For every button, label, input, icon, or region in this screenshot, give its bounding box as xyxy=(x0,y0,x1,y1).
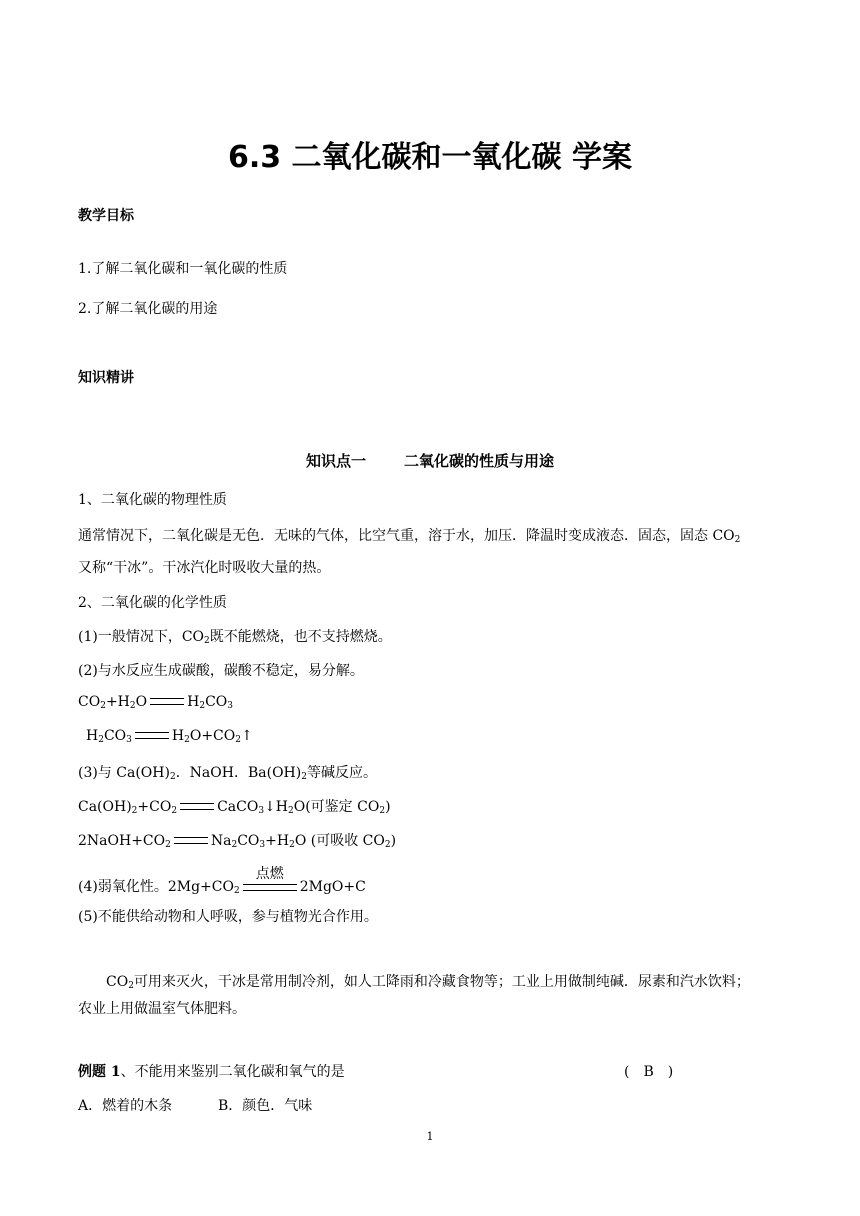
uses-line-2: 农业上用做温室气体肥料。 xyxy=(78,1001,246,1017)
chemical-p3: (3)与 $Ca(OH)_2$．NaOH．$Ba(OH)_2$等碱反应。 xyxy=(78,765,377,782)
equals-sign xyxy=(150,698,184,705)
physical-line-1: 通常情况下，二氧化碳是无色．无味的气体，比空气重，溶于水，加压．降温时变成液态．固态，固态 $CO_2$ xyxy=(78,528,741,545)
example-1-answer: ( B ) xyxy=(624,1064,674,1080)
chemical-heading: 2、二氧化碳的化学性质 xyxy=(78,595,227,611)
reaction-1: $CO_2+H_2O$ $H_2CO_3$ xyxy=(78,694,233,711)
reaction-condition: 点燃 xyxy=(243,880,297,894)
physical-line-2: 又称“干冰”。干冰汽化时吸收大量的热。 xyxy=(78,560,331,576)
objectives-heading: 教学目标 xyxy=(78,208,134,224)
equals-sign xyxy=(174,837,208,844)
physical-heading: 1、二氧化碳的物理性质 xyxy=(78,492,227,508)
reaction-4: $2NaOH+CO_2$ $Na_2CO_3+H_2O$ (可吸收 $CO_2$) xyxy=(78,833,397,850)
uses-line-1: $CO_2$可用来灭火，干冰是常用制冷剂，如人工降雨和冷藏食物等；工业上用做制纯碱．尿素和汽水饮料； xyxy=(106,974,750,991)
example-1-option-b: B．颜色．气味 xyxy=(218,1098,313,1114)
example-1-question: 例题 1、不能用来鉴别二氧化碳和氧气的是 xyxy=(78,1064,345,1080)
chemical-p1: (1)一般情况下，$CO_2$既不能燃烧，也不支持燃烧。 xyxy=(78,629,392,646)
example-1-option-a: A．燃着的木条 xyxy=(78,1098,173,1114)
knowledge-point-label: 知识点一 xyxy=(305,452,366,470)
objective-item-2: 2.了解二氧化碳的用途 xyxy=(78,301,218,317)
equals-sign xyxy=(135,732,169,739)
equals-sign xyxy=(180,803,214,810)
page-number: 1 xyxy=(426,1130,434,1143)
reaction-2: $H_2CO_3$ $H_2O+CO_2↑$ xyxy=(86,728,253,745)
knowledge-heading: 知识精讲 xyxy=(78,370,134,386)
knowledge-point-heading xyxy=(0,450,860,471)
chemical-p4: (4)弱氧化性。$2Mg+CO_2$ 点燃 2MgO+C xyxy=(78,866,366,896)
objective-item-1: 1.了解二氧化碳和一氧化碳的性质 xyxy=(78,261,288,277)
chemical-p5: (5)不能供给动物和人呼吸，参与植物光合作用。 xyxy=(78,909,378,925)
page-title: 6.3 二氧化碳和一氧化碳 学案 xyxy=(227,140,633,175)
reaction-3: $Ca(OH)_2+CO_2$ $CaCO_3↓H_2O$(可鉴定 $CO_2$) xyxy=(78,799,391,816)
chemical-p2: (2)与水反应生成碳酸，碳酸不稳定，易分解。 xyxy=(78,663,364,679)
knowledge-point-title: 二氧化碳的性质与用途 xyxy=(404,452,555,470)
